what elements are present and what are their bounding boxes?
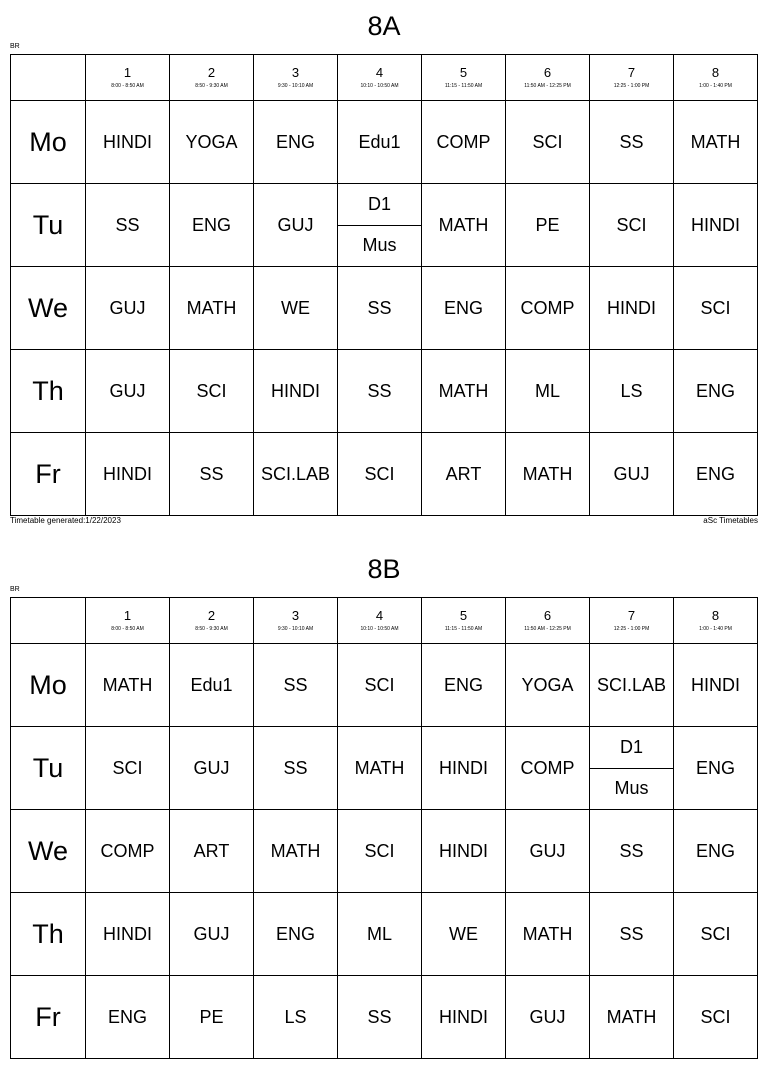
period-header [254, 598, 338, 644]
day-label: Mo [11, 644, 86, 727]
period-time: 11:15 - 11:50 AM [444, 626, 483, 632]
period-number: 5 [459, 65, 468, 80]
lesson-cell: SCI [338, 644, 422, 727]
lesson-cell: ENG [422, 644, 506, 727]
lesson-cell: ENG [254, 101, 338, 184]
lesson-cell: MATH [506, 893, 590, 976]
corner-cell [11, 55, 86, 101]
period-header [338, 55, 422, 101]
lesson-cell: Edu1 [338, 101, 422, 184]
lesson-cell: ENG [674, 350, 758, 433]
lesson-cell: MATH [254, 810, 338, 893]
period-header [674, 55, 758, 101]
lesson-cell: COMP [506, 267, 590, 350]
timetable-grid [10, 54, 758, 516]
lesson-cell: ART [170, 810, 254, 893]
period-header-row [11, 598, 758, 644]
lesson-cell: ENG [170, 184, 254, 267]
period-time: 10:10 - 10:50 AM [360, 83, 399, 89]
day-row [11, 810, 758, 893]
class-title: 8A [367, 11, 401, 41]
lesson-cell: HINDI [86, 893, 170, 976]
lesson-cell: WE [254, 267, 338, 350]
period-number: 3 [291, 608, 300, 623]
lesson-cell: MATH [422, 350, 506, 433]
room-tag: BR [10, 586, 20, 593]
lesson-cell: SCI [86, 727, 170, 810]
lesson-cell: MATH [674, 101, 758, 184]
lesson-cell: COMP [86, 810, 170, 893]
software-credit-footer: aSc Timetables [703, 516, 758, 525]
period-header [86, 598, 170, 644]
lesson-cell: GUJ [170, 727, 254, 810]
class-title: 8B [367, 554, 401, 584]
corner-cell [11, 598, 86, 644]
period-header-row [11, 55, 758, 101]
lesson-cell: ART [422, 433, 506, 516]
lesson-cell-split [590, 727, 674, 810]
generated-date-footer: Timetable generated:1/22/2023 [10, 516, 121, 525]
day-label: Fr [11, 433, 86, 516]
day-row [11, 101, 758, 184]
period-number: 3 [291, 65, 300, 80]
day-label: Mo [11, 101, 86, 184]
period-time: 11:15 - 11:50 AM [444, 83, 483, 89]
period-number: 1 [123, 608, 132, 623]
lesson-cell: PE [506, 184, 590, 267]
period-number: 7 [627, 65, 636, 80]
lesson-cell: MATH [86, 644, 170, 727]
split-lesson [338, 184, 421, 266]
lesson-cell: ENG [674, 433, 758, 516]
lesson-cell: PE [170, 976, 254, 1059]
period-header [590, 598, 674, 644]
lesson-cell: GUJ [506, 810, 590, 893]
lesson-cell: MATH [170, 267, 254, 350]
lesson-cell: SCI [170, 350, 254, 433]
lesson-subject: D1 [367, 193, 391, 214]
period-header [170, 598, 254, 644]
lesson-cell: SS [338, 976, 422, 1059]
lesson-cell: HINDI [590, 267, 674, 350]
period-header [338, 598, 422, 644]
timetable-8b-sheet [0, 543, 768, 1089]
lesson-cell: HINDI [422, 810, 506, 893]
split-lesson [590, 727, 673, 809]
lesson-subject: Mus [590, 768, 673, 810]
period-time: 12:25 - 1:00 PM [613, 626, 650, 632]
lesson-cell: SS [254, 727, 338, 810]
period-time: 8:00 - 8:50 AM [111, 83, 144, 89]
lesson-cell: MATH [506, 433, 590, 516]
lesson-cell: GUJ [170, 893, 254, 976]
day-label: Th [11, 893, 86, 976]
lesson-cell: SCI.LAB [254, 433, 338, 516]
period-header [506, 598, 590, 644]
lesson-cell: HINDI [674, 184, 758, 267]
lesson-cell: SCI [338, 810, 422, 893]
period-header [590, 55, 674, 101]
lesson-cell: LS [590, 350, 674, 433]
period-time: 1:00 - 1:40 PM [699, 83, 732, 89]
day-row [11, 727, 758, 810]
lesson-cell: MATH [338, 727, 422, 810]
day-label: We [11, 810, 86, 893]
period-header [506, 55, 590, 101]
period-time: 1:00 - 1:40 PM [699, 626, 732, 632]
day-row [11, 433, 758, 516]
lesson-cell: HINDI [86, 433, 170, 516]
period-number: 5 [459, 608, 468, 623]
period-time: 8:50 - 9:30 AM [195, 626, 228, 632]
lesson-cell: HINDI [86, 101, 170, 184]
lesson-subject: Mus [338, 225, 421, 267]
lesson-cell: HINDI [422, 727, 506, 810]
lesson-cell: ENG [422, 267, 506, 350]
day-row [11, 644, 758, 727]
room-tag: BR [10, 43, 20, 50]
day-label: Tu [11, 184, 86, 267]
lesson-cell: SCI [338, 433, 422, 516]
lesson-cell: WE [422, 893, 506, 976]
lesson-cell: GUJ [254, 184, 338, 267]
lesson-cell: ML [506, 350, 590, 433]
period-time: 9:30 - 10:10 AM [277, 83, 314, 89]
lesson-cell: SS [590, 893, 674, 976]
lesson-cell: COMP [506, 727, 590, 810]
lesson-cell: COMP [422, 101, 506, 184]
period-number: 1 [123, 65, 132, 80]
lesson-cell: LS [254, 976, 338, 1059]
lesson-cell-split [338, 184, 422, 267]
period-header [86, 55, 170, 101]
period-number: 4 [375, 65, 384, 80]
lesson-cell: SS [590, 101, 674, 184]
period-number: 2 [207, 608, 216, 623]
period-header [170, 55, 254, 101]
period-number: 7 [627, 608, 636, 623]
period-number: 2 [207, 65, 216, 80]
period-time: 10:10 - 10:50 AM [360, 626, 399, 632]
lesson-cell: ENG [674, 810, 758, 893]
lesson-cell: MATH [422, 184, 506, 267]
period-number: 4 [375, 608, 384, 623]
day-label: Th [11, 350, 86, 433]
lesson-cell: YOGA [506, 644, 590, 727]
lesson-cell: SS [338, 267, 422, 350]
day-row [11, 976, 758, 1059]
timetable-grid [10, 597, 758, 1059]
period-time: 11:50 AM - 12:25 PM [524, 83, 571, 89]
lesson-cell: SS [338, 350, 422, 433]
period-header [254, 55, 338, 101]
day-row [11, 184, 758, 267]
lesson-cell: GUJ [506, 976, 590, 1059]
period-number: 6 [543, 608, 552, 623]
period-number: 8 [711, 608, 720, 623]
lesson-cell: SCI [674, 976, 758, 1059]
lesson-cell: SCI [590, 184, 674, 267]
day-row [11, 267, 758, 350]
lesson-cell: Edu1 [170, 644, 254, 727]
period-time: 9:30 - 10:10 AM [277, 626, 314, 632]
lesson-cell: SS [86, 184, 170, 267]
lesson-cell: SCI [506, 101, 590, 184]
lesson-subject: D1 [619, 736, 643, 757]
lesson-cell: ENG [674, 727, 758, 810]
lesson-cell: YOGA [170, 101, 254, 184]
period-header [422, 598, 506, 644]
period-time: 11:50 AM - 12:25 PM [524, 626, 571, 632]
lesson-cell: GUJ [86, 267, 170, 350]
lesson-cell: HINDI [254, 350, 338, 433]
lesson-cell: SS [590, 810, 674, 893]
lesson-cell: SCI.LAB [590, 644, 674, 727]
period-number: 8 [711, 65, 720, 80]
period-header [422, 55, 506, 101]
lesson-cell: HINDI [422, 976, 506, 1059]
lesson-cell: HINDI [674, 644, 758, 727]
day-label: Fr [11, 976, 86, 1059]
lesson-cell: SS [170, 433, 254, 516]
day-row [11, 350, 758, 433]
lesson-cell: SCI [674, 267, 758, 350]
lesson-cell: ML [338, 893, 422, 976]
day-label: We [11, 267, 86, 350]
lesson-cell: SCI [674, 893, 758, 976]
period-time: 8:00 - 8:50 AM [111, 626, 144, 632]
lesson-cell: SS [254, 644, 338, 727]
period-header [674, 598, 758, 644]
lesson-cell: GUJ [590, 433, 674, 516]
day-label: Tu [11, 727, 86, 810]
period-time: 8:50 - 9:30 AM [195, 83, 228, 89]
day-row [11, 893, 758, 976]
period-number: 6 [543, 65, 552, 80]
period-time: 12:25 - 1:00 PM [613, 83, 650, 89]
lesson-cell: MATH [590, 976, 674, 1059]
lesson-cell: ENG [86, 976, 170, 1059]
lesson-cell: GUJ [86, 350, 170, 433]
lesson-cell: ENG [254, 893, 338, 976]
